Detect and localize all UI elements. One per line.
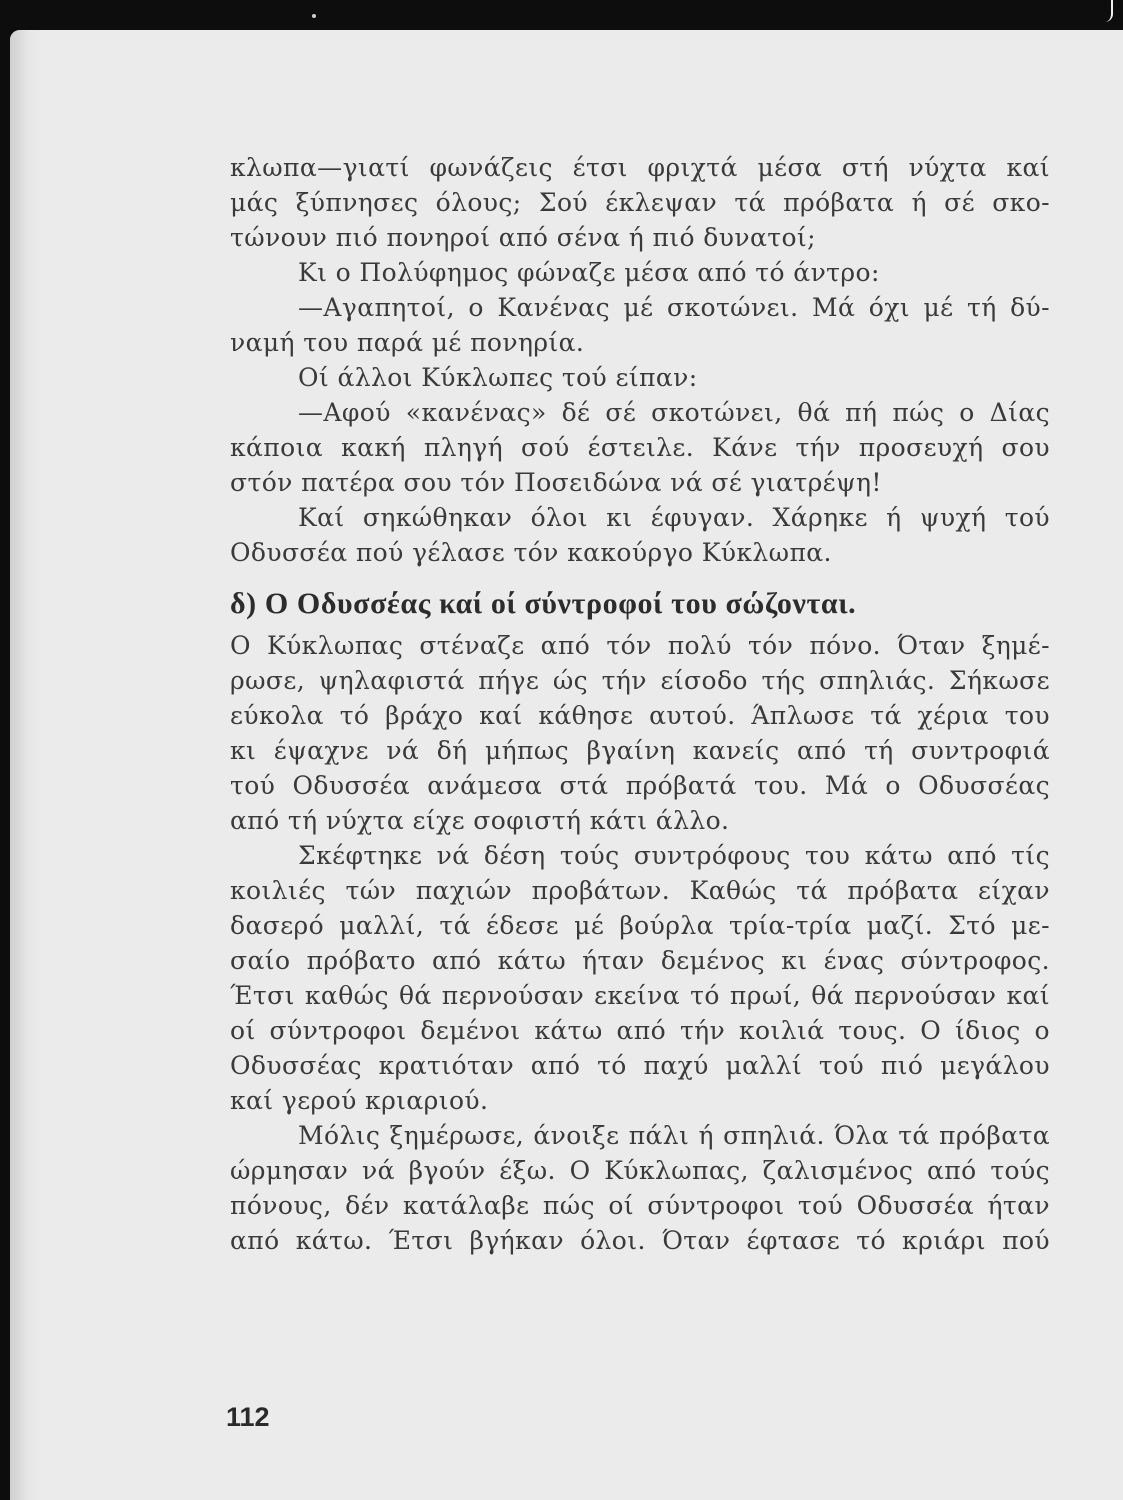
text-line: δασερό μαλλί, τά έδεσε μέ βούρλα τρία-τρία μαζί. Στό με-	[230, 911, 1050, 940]
section-heading: δ) Ο Οδυσσέας καί οί σύντροφοί του σώζονται.	[230, 587, 857, 620]
page-spine-edge	[10, 30, 40, 1500]
text-line: Οδυσσέας κρατιόταν από τό παχύ μαλλί τού πιό μεγάλου	[230, 1051, 1050, 1080]
text-line: Οδυσσέα πού γέλασε τόν κακούργο Κύκλωπα.	[230, 538, 832, 567]
dialogue-line: —Αφού «κανένας» δέ σέ σκοτώνει, θά πή πώς ο Δίας	[298, 398, 1050, 427]
text-line: τού Οδυσσέα ανάμεσα στά πρόβατά του. Μά ο Οδυσσέας	[230, 771, 1050, 800]
text-line: κι έψαχνε νά δή μήπως βγαίνη κανείς από τή συντροφιά	[230, 736, 1050, 765]
book-page	[10, 30, 1123, 1500]
text-line: από κάτω. Έτσι βγήκαν όλοι. Όταν έφτασε τό κριάρι πού	[230, 1226, 1050, 1255]
text-line: εύκολα τό βράχο καί κάθησε αυτού. Άπλωσε τά χέρια του	[230, 701, 1050, 730]
text-line: Κι ο Πολύφημος φώναζε μέσα από τό άντρο:	[298, 258, 880, 287]
page-number: 112	[226, 1402, 270, 1432]
text-line: σαίο πρόβατο από κάτω ήταν δεμένος κι ένας σύντροφος.	[230, 946, 1050, 975]
text-line: Μόλις ξημέρωσε, άνοιξε πάλι ή σπηλιά. Όλα τά πρόβατα	[298, 1121, 1050, 1150]
text-line: από τή νύχτα είχε σοφιστή κάτι άλλο.	[230, 806, 730, 835]
text-line: Οί άλλοι Κύκλωπες τού είπαν:	[298, 363, 698, 392]
text-line: τώνουν πιό πονηροί από σένα ή πιό δυνατοί;	[230, 223, 816, 252]
text-line: κοιλιές τών παχιών προβάτων. Καθώς τά πρόβατα είχαν	[230, 876, 1050, 905]
text-line: στόν πατέρα σου τόν Ποσειδώνα νά σέ γιατρέψη!	[230, 468, 882, 497]
text-line: ναμή του παρά μέ πονηρία.	[230, 328, 585, 357]
dialogue-line: —Αγαπητοί, ο Κανένας μέ σκοτώνει. Μά όχι μέ τή δύ-	[298, 293, 1050, 322]
text-line: ώρμησαν νά βγούν έξω. Ο Κύκλωπας, ζαλισμένος από τούς	[230, 1156, 1050, 1185]
scan-speck	[312, 14, 316, 18]
text-line: καί γερού κριαριού.	[230, 1086, 489, 1115]
text-line: πόνους, δέν κατάλαβε πώς οί σύντροφοι τού Οδυσσέα ήταν	[230, 1191, 1050, 1220]
text-line: Έτσι καθώς θά περνούσαν εκείνα τό πρωί, θά περνούσαν καί	[230, 981, 1050, 1010]
scan-corner-mark	[1097, 0, 1113, 22]
text-line: Σκέφτηκε νά δέση τούς συντρόφους του κάτω από τίς	[298, 841, 1050, 870]
text-line: κάποια κακή πληγή σού έστειλε. Κάνε τήν προσευχή σου	[230, 433, 1050, 462]
page-body-text	[230, 150, 1050, 1258]
text-line: μάς ξύπνησες όλους; Σού έκλεψαν τά πρόβατα ή σέ σκο-	[230, 188, 1050, 217]
text-line: Ο Κύκλωπας στέναζε από τόν πολύ τόν πόνο. Όταν ξημέ-	[230, 631, 1050, 660]
text-line: κλωπα—γιατί φωνάζεις έτσι φριχτά μέσα στή νύχτα καί	[230, 153, 1050, 182]
text-line: ρωσε, ψηλαφιστά πήγε ώς τήν είσοδο τής σπηλιάς. Σήκωσε	[230, 666, 1050, 695]
text-line: Καί σηκώθηκαν όλοι κι έφυγαν. Χάρηκε ή ψυχή τού	[298, 503, 1050, 532]
text-line: οί σύντροφοι δεμένοι κάτω από τήν κοιλιά τους. Ο ίδιος ο	[230, 1016, 1050, 1045]
